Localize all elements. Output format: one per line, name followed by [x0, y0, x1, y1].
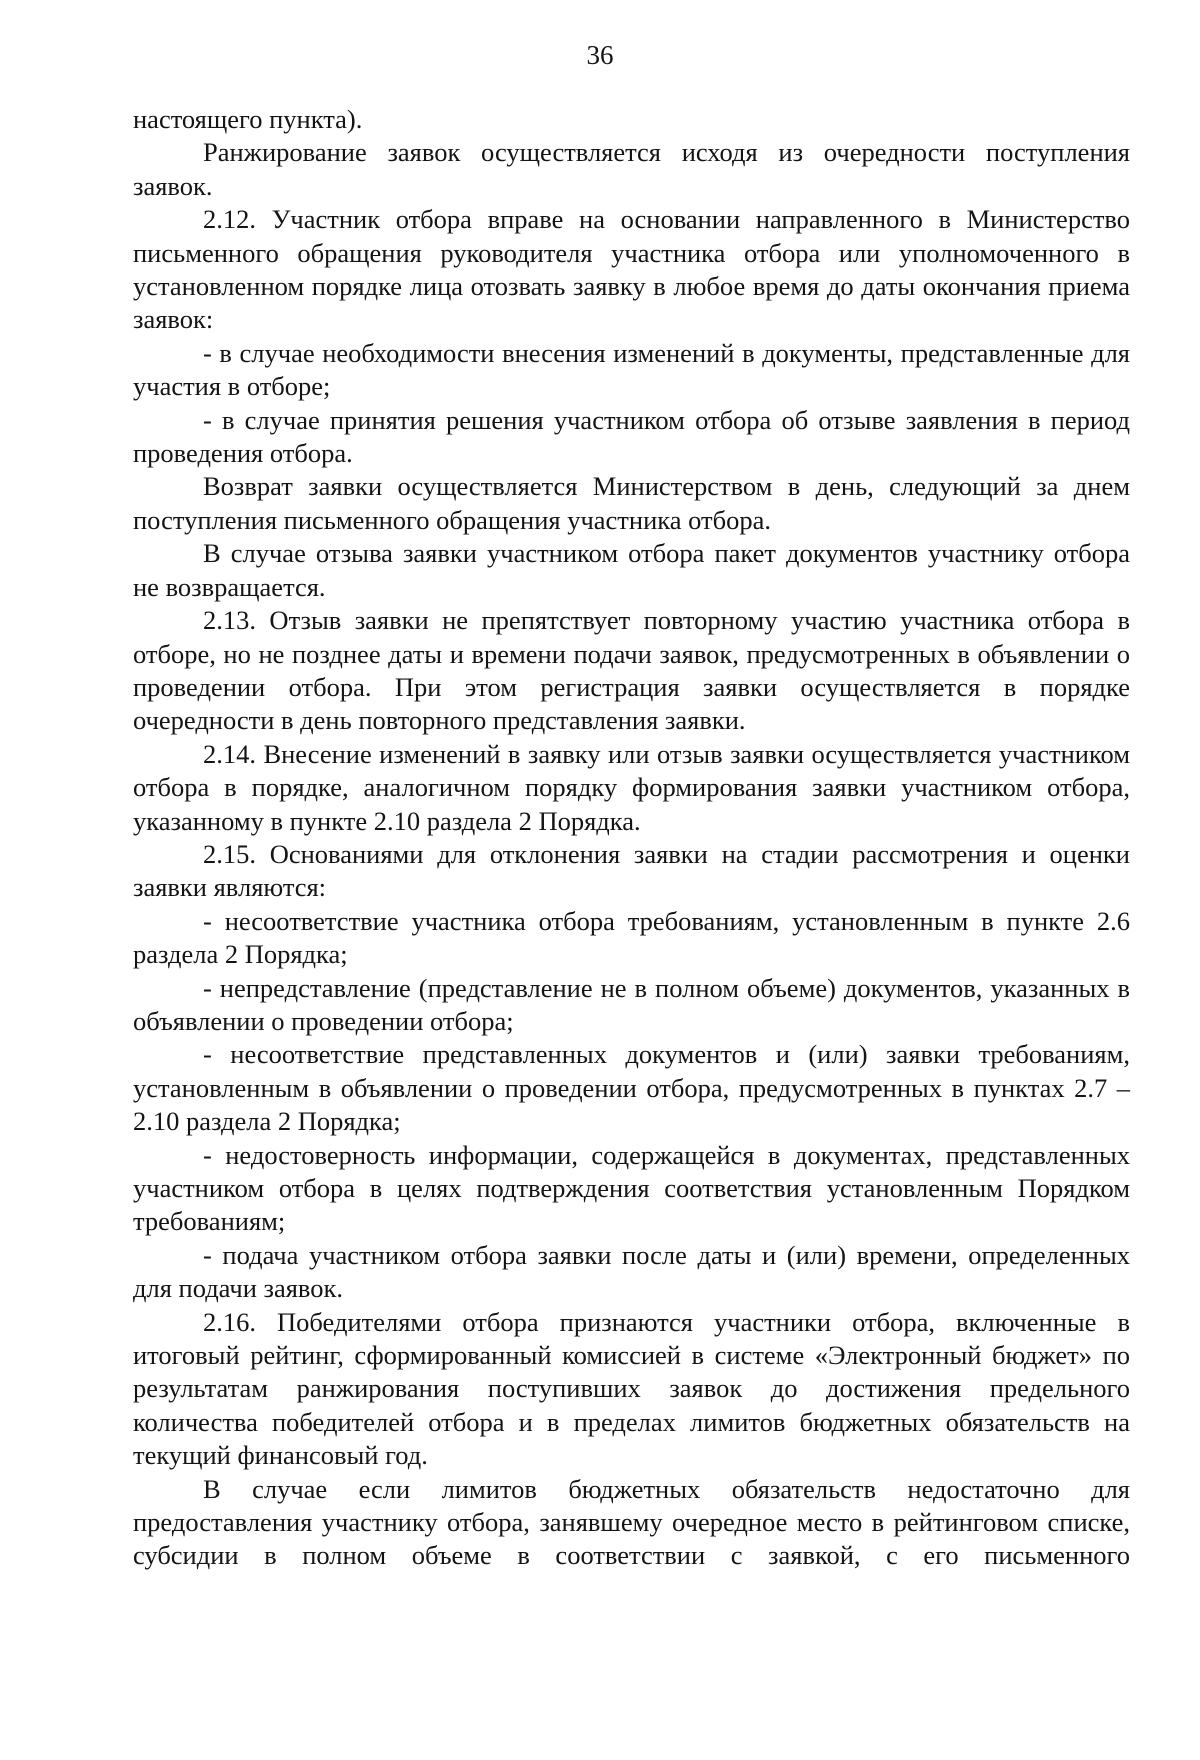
- paragraph: Ранжирование заявок осуществляется исходя из очередности поступления заявок.: [133, 137, 1130, 201]
- paragraph: 2.14. Внесение изменений в заявку или отзыв заявки осуществляется участником отбора в порядке, аналогичном порядку формирования заявки участником отбора, указанному в пункте 2.10 раздела 2 Порядка.: [133, 738, 1130, 836]
- paragraph: В случае отзыва заявки участником отбора пакет документов участнику отбора не возвращается.: [133, 538, 1130, 602]
- document-body: [133, 103, 1130, 1573]
- paragraph: Возврат заявки осуществляется Министерством в день, следующий за днем поступления письменного обращения участника отбора.: [133, 471, 1130, 535]
- paragraph: настоящего пункта).: [133, 104, 363, 134]
- paragraph: 2.15. Основаниями для отклонения заявки на стадии рассмотрения и оценки заявки являются:: [133, 838, 1130, 903]
- paragraph: - непредставление (представление не в полном объеме) документов, указанных в объявлении о проведении отбора;: [133, 972, 1130, 1036]
- paragraph: - в случае принятия решения участником отбора об отзыве заявления в период проведения отбора.: [133, 404, 1130, 469]
- paragraph: - несоответствие участника отбора требованиям, установленным в пункте 2.6 раздела 2 Порядка;: [133, 905, 1130, 970]
- paragraph: - подача участником отбора заявки после даты и (или) времени, определенных для подачи заявок.: [133, 1239, 1130, 1304]
- paragraph: 2.16. Победителями отбора признаются участники отбора, включенные в итоговый рейтинг, сформированный комиссией в системе «Электронный бюджет» по результатам ранжирования поступивших заявок до достижения предельного количества победителей отбора и в пределах лимитов бюджетных обязательств на текущий финансовый год.: [133, 1306, 1130, 1471]
- paragraph: 2.12. Участник отбора вправе на основании направленного в Министерство письменного обращения руководителя участника отбора или уполномоченного в установленном порядке лица отозвать заявку в любое время до даты окончания приема заявок:: [133, 204, 1130, 335]
- paragraph: 2.13. Отзыв заявки не препятствует повторному участию участника отбора в отборе, но не позднее даты и времени подачи заявок, предусмотренных в объявлении о проведении отбора. При этом регистрация заявки осуществляется в порядке очередности в день повторного представления заявки.: [133, 605, 1130, 736]
- paragraph: - несоответствие представленных документов и (или) заявки требованиям, установленным в объявлении о проведении отбора, предусмотренных в пунктах 2.7 – 2.10 раздела 2 Порядка;: [133, 1039, 1130, 1137]
- paragraph: - в случае необходимости внесения изменений в документы, представленные для участия в отборе;: [133, 337, 1130, 402]
- paragraph: - недостоверность информации, содержащейся в документах, представленных участником отбора в целях подтверждения соответствия установленным Порядком требованиям;: [133, 1139, 1130, 1237]
- page-number: 36: [586, 40, 614, 70]
- paragraph: В случае если лимитов бюджетных обязательств недостаточно для предоставления участнику отбора, занявшему очередное место в рейтинговом списке, субсидии в полном объеме в соответствии с заявкой, с его письменного: [133, 1473, 1130, 1571]
